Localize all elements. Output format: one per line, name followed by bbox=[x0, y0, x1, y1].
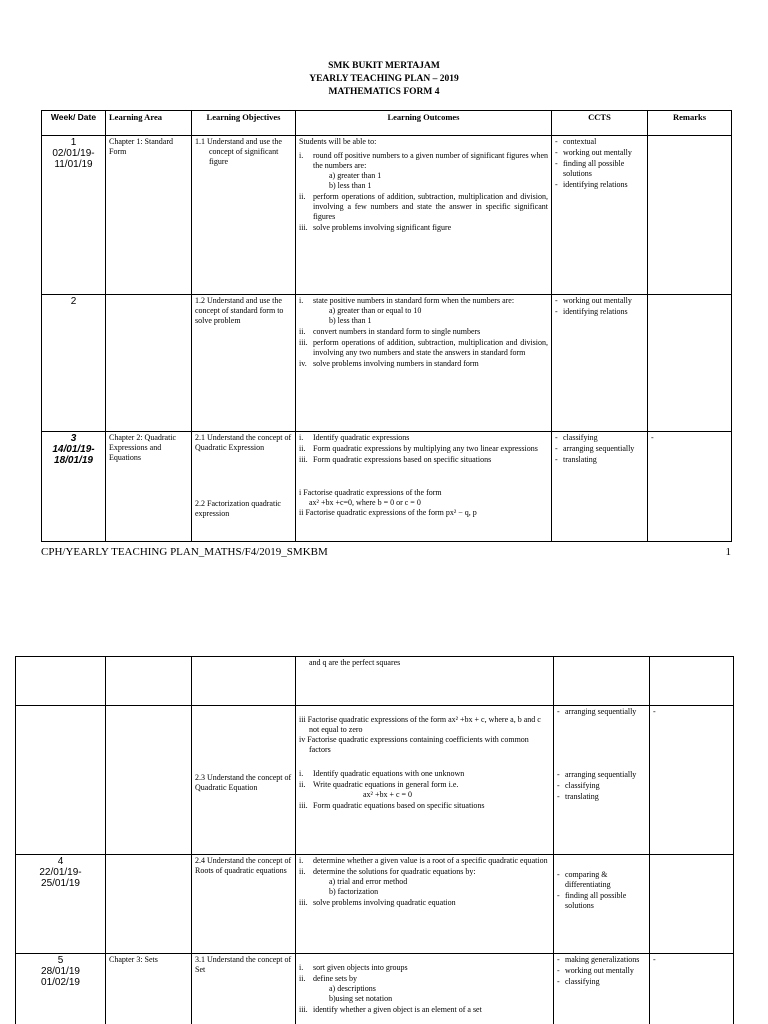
table-row bbox=[16, 855, 734, 954]
table-row bbox=[16, 954, 734, 1024]
learning-area-cell bbox=[106, 706, 192, 855]
outcomes-intro: Students will be able to: bbox=[299, 137, 377, 146]
plan-title: YEARLY TEACHING PLAN – 2019 bbox=[309, 74, 459, 84]
table-row bbox=[42, 136, 732, 295]
week-date-end: 18/01/19 bbox=[54, 455, 93, 466]
remarks-cell: - bbox=[650, 954, 734, 1024]
learning-area-cell bbox=[106, 657, 192, 706]
list-item: iii. perform operations of addition, subtraction, multiplication and division, involving any two numbers and state the answers in standard form bbox=[299, 338, 548, 357]
list-item: - making generalizations bbox=[557, 955, 646, 965]
remarks-cell bbox=[648, 295, 732, 432]
week-date: 22/01/19- bbox=[39, 867, 82, 878]
list-item: - translating bbox=[555, 455, 644, 465]
week-number: 1 bbox=[70, 137, 77, 148]
column-ccts: CCTS bbox=[552, 111, 648, 136]
week-number: 3 bbox=[70, 433, 77, 444]
week-number: 5 bbox=[57, 955, 64, 966]
week-date-end: 11/01/19 bbox=[54, 159, 93, 170]
document-header bbox=[0, 60, 768, 99]
list-item: ii Factorise quadratic expressions of the form px² − q, p bbox=[299, 508, 477, 517]
week-date: 14/01/19- bbox=[52, 444, 95, 455]
learning-objective-cell: 3.1 Understand the concept of Set bbox=[192, 954, 296, 1024]
ccts-cell bbox=[554, 954, 650, 1024]
learning-objective-cell: 2.1 Understand the concept of Quadratic Expression 2.2 Factorization quadratic expression bbox=[192, 432, 296, 542]
list-item: ii. convert numbers in standard form to single numbers bbox=[299, 327, 481, 336]
list-item: iv. solve problems involving numbers in standard form bbox=[299, 359, 479, 368]
list-item: - finding all possible solutions bbox=[557, 891, 646, 911]
list-item: i. round off positive numbers to a given number of significant figures when the numbers are: a) greater than 1 b) less than 1 bbox=[299, 151, 548, 190]
week-cell bbox=[42, 136, 106, 295]
list-item: - classifying bbox=[557, 781, 646, 791]
week-cell bbox=[16, 855, 106, 954]
list-item: i. Identify quadratic expressions bbox=[299, 433, 410, 442]
week-number: 4 bbox=[57, 856, 64, 867]
list-item: - classifying bbox=[557, 977, 646, 987]
list-item: - arranging sequentially bbox=[555, 444, 644, 454]
learning-area-cell: Chapter 1: Standard Form bbox=[106, 136, 192, 295]
list-item: - working out mentally bbox=[555, 296, 644, 306]
list-item: iii. solve problems involving significant figure bbox=[299, 223, 452, 232]
week-cell bbox=[42, 432, 106, 542]
learning-objective-cell: 1.2 Understand and use the concept of standard form to solve problem bbox=[192, 295, 296, 432]
list-item: - identifying relations bbox=[555, 180, 644, 190]
footer-code: CPH/YEARLY TEACHING PLAN_MATHS/F4/2019_SMKBM bbox=[41, 546, 328, 558]
remarks-cell: - bbox=[650, 706, 734, 855]
learning-objective-cell bbox=[192, 657, 296, 706]
learning-outcomes-cell bbox=[296, 954, 554, 1024]
learning-outcomes-cell bbox=[296, 855, 554, 954]
list-item: - working out mentally bbox=[557, 966, 646, 976]
list-item: i Factorise quadratic expressions of the form bbox=[299, 488, 442, 497]
week-cell bbox=[42, 295, 106, 432]
subject-title: MATHEMATICS FORM 4 bbox=[328, 87, 440, 97]
school-name: SMK BUKIT MERTAJAM bbox=[328, 61, 440, 71]
list-item: i. Identify quadratic equations with one unknown bbox=[299, 769, 465, 778]
list-item: ii. Write quadratic equations in general form i.e. ax² +bx + c = 0 bbox=[299, 780, 459, 799]
learning-outcomes-cell bbox=[296, 295, 552, 432]
week-cell bbox=[16, 706, 106, 855]
list-item: iv Factorise quadratic expressions containing coefficients with common factors bbox=[299, 735, 529, 754]
column-learning-outcomes: Learning Outcomes bbox=[296, 111, 552, 136]
learning-outcomes-cell bbox=[296, 136, 552, 295]
list-item: - classifying bbox=[555, 433, 644, 443]
ccts-cell bbox=[554, 706, 650, 855]
learning-outcomes-cell bbox=[296, 706, 554, 855]
list-item: iii. Form quadratic equations based on specific situations bbox=[299, 801, 485, 810]
list-item: iii. Form quadratic expressions based on specific situations bbox=[299, 455, 492, 464]
learning-objective-cell: 1.1 Understand and use the concept of significant figure bbox=[192, 136, 296, 295]
list-item: i. state positive numbers in standard form when the numbers are: a) greater than or equal to 10 b) less than 1 bbox=[299, 296, 515, 325]
list-item: - contextual bbox=[555, 137, 644, 147]
week-date-end: 25/01/19 bbox=[41, 878, 80, 889]
ccts-cell bbox=[552, 295, 648, 432]
learning-area-cell bbox=[106, 295, 192, 432]
list-item: iii. identify whether a given object is an element of a set bbox=[299, 1005, 482, 1014]
list-item: i. determine whether a given value is a root of a specific quadratic equation bbox=[299, 856, 548, 865]
week-date: 02/01/19- bbox=[52, 148, 95, 159]
table-row bbox=[42, 432, 732, 542]
learning-area-cell bbox=[106, 855, 192, 954]
teaching-plan-table-page-2 bbox=[15, 656, 734, 1024]
remarks-cell bbox=[648, 136, 732, 295]
page-footer bbox=[41, 546, 731, 558]
column-remarks: Remarks bbox=[648, 111, 732, 136]
week-number: 2 bbox=[70, 296, 77, 307]
table-row bbox=[16, 706, 734, 855]
ccts-cell bbox=[554, 855, 650, 954]
list-item: ii. define sets by a) descriptions b)using set notation bbox=[299, 974, 393, 1003]
list-item: iii. solve problems involving quadratic equation bbox=[299, 898, 456, 907]
list-item: ii. determine the solutions for quadratic equations by: a) trial and error method b) factorization bbox=[299, 867, 476, 896]
column-learning-area: Learning Area bbox=[106, 111, 192, 136]
remarks-cell: - bbox=[648, 432, 732, 542]
table-row bbox=[42, 295, 732, 432]
teaching-plan-table-page-1 bbox=[41, 110, 732, 542]
list-item: - identifying relations bbox=[555, 307, 644, 317]
list-item: i. sort given objects into groups bbox=[299, 963, 408, 972]
list-item: - arranging sequentially bbox=[557, 707, 646, 717]
list-item: - finding all possible solutions bbox=[555, 159, 644, 179]
ccts-cell bbox=[554, 657, 650, 706]
week-date: 28/01/19 bbox=[41, 966, 80, 977]
week-cell bbox=[16, 954, 106, 1024]
column-week: Week/ Date bbox=[42, 111, 106, 136]
list-item: ii. Form quadratic expressions by multiplying any two linear expressions bbox=[299, 444, 538, 453]
learning-area-cell: Chapter 2: Quadratic Expressions and Equations bbox=[106, 432, 192, 542]
column-learning-objectives: Learning Objectives bbox=[192, 111, 296, 136]
ccts-cell bbox=[552, 136, 648, 295]
week-date-end: 01/02/19 bbox=[41, 977, 80, 988]
list-item: iii Factorise quadratic expressions of the form ax² +bx + c, where a, b and c not equal to zero bbox=[299, 715, 541, 734]
list-item: - comparing & differentiating bbox=[557, 870, 646, 890]
list-item: - translating bbox=[557, 792, 646, 802]
list-item: - arranging sequentially bbox=[557, 770, 646, 780]
remarks-cell bbox=[650, 855, 734, 954]
table-row bbox=[16, 657, 734, 706]
learning-outcomes-cell: i. Identify quadratic expressions ii. Form quadratic expressions by multiplying any two linear expressions iii. Form quadratic expressions based on specific situations i Factorise quadratic expressions of the form ax² +bx +c=0, where b = 0 or c = 0 ii Factorise quadratic expressions of the form px² − q, p bbox=[296, 432, 552, 542]
list-item: - working out mentally bbox=[555, 148, 644, 158]
page-number: 1 bbox=[725, 546, 731, 558]
table-header-row bbox=[42, 111, 732, 136]
ccts-cell bbox=[552, 432, 648, 542]
learning-objective-cell: 2.4 Understand the concept of Roots of quadratic equations bbox=[192, 855, 296, 954]
week-cell bbox=[16, 657, 106, 706]
remarks-cell bbox=[650, 657, 734, 706]
learning-outcomes-cell: and q are the perfect squares bbox=[296, 657, 554, 706]
learning-area-cell: Chapter 3: Sets bbox=[106, 954, 192, 1024]
learning-objective-cell: 2.3 Understand the concept of Quadratic Equation bbox=[192, 706, 296, 855]
list-item: ii. perform operations of addition, subtraction, multiplication and division, involving a few numbers and state the answer in specific significant figures bbox=[299, 192, 548, 221]
